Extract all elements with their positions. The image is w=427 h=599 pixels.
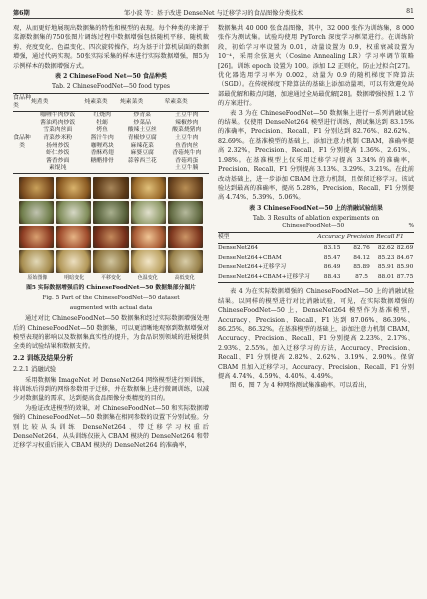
table-cell: 青菜炒米粉 [43, 135, 73, 141]
table-header: Recall [376, 233, 396, 244]
table-cell: 85.91 [377, 264, 395, 271]
table-cell: 酱香炒面 [46, 157, 70, 164]
food-photo [168, 177, 203, 200]
table2-caption-en: Tab. 2 ChineseFoodNet—50 food types [51, 83, 171, 91]
table-cell: 酸菜烧猪肉 [172, 127, 202, 134]
table-cell: 糖醋排骨 [90, 157, 114, 164]
table-body [218, 243, 414, 282]
fig5-caption-en-1: Fig. 5 Part of the ChineseFoodNet—50 dataset [42, 294, 180, 301]
table-row [13, 135, 209, 143]
table-cell: 扬州炒饭 [46, 142, 70, 149]
table-cell: DenseNet264+迁移学习 [218, 264, 287, 271]
food-photo [19, 177, 54, 200]
table-header: 炖煮类 [31, 94, 84, 112]
table-cell: 酱油鸡肉炒饭 [40, 119, 76, 126]
table-cell: 炒青菜 [133, 112, 151, 119]
fig5-caption: 图5 实际数据增强后的 ChineseFoodNet—50 数据集部分图片 [26, 285, 196, 292]
running-title: 邹小波 等：基于改进 DenseNet 与迁移学习的食品图像分类技术 [123, 10, 304, 17]
table-cell: 82.62 [377, 244, 395, 251]
table-row [13, 112, 209, 120]
table-cell [84, 165, 120, 173]
table-header: 荤素菜类 [164, 94, 209, 112]
table-cell: 86.49 [323, 264, 341, 271]
body-paragraph: 采用数据集 ImageNet 对 DenseNet264 网络模型进行预训练，将训练后得到的网络参数用于迁移，并在数据集上进行微调训练，以减少对数据量的需求，达到提高食品图像分类精度的目的。 [13, 376, 209, 403]
table-header: 食品种类 [13, 94, 31, 112]
food-photo [93, 177, 128, 200]
table-cell: 88.01 [377, 273, 395, 280]
table3-unit: % [408, 222, 414, 229]
table-header: F1 [396, 233, 414, 244]
table-row [218, 254, 414, 264]
food-photo [168, 201, 203, 224]
table-cell: 84.67 [396, 254, 414, 261]
table-cell: 青椒炒豆腐 [127, 135, 157, 141]
left-column [13, 24, 209, 451]
subsection-heading: 2.2.1 消融试验 [13, 366, 57, 374]
body-paragraph: 为验证改进模型的效果，对 ChineseFoodNet—50 和实际数据增强的 ChineseFoodNet—50 数据集在相同参数的设置下分别试验。分别比较从头训练 DenseNet264、带迁移学习权重后 DenseNet264、从头训练仅嵌入 CBAM 模块的 DenseNet264 和带迁移学习权重后嵌入 CBAM 模块的 DenseNet264 的准确率， [13, 404, 209, 450]
table-row [218, 273, 414, 283]
fig5-caption-en-2: augmented with actual data [69, 304, 153, 311]
table3-caption-row [218, 223, 414, 231]
food-photo [19, 250, 54, 273]
table-row [13, 165, 209, 173]
table-body [13, 112, 209, 174]
table-row [218, 263, 414, 273]
section-heading: 2.2 训练及结果分析 [13, 353, 73, 362]
table-cell: 牡蛎 [96, 119, 108, 126]
table-cell: 炒菜品 [133, 119, 151, 126]
table-row [218, 243, 414, 253]
photo-label: 平移变化 [100, 274, 121, 281]
table-cell: 虾仁炒饭 [46, 150, 70, 157]
table-cell [120, 165, 165, 173]
food-photo [56, 201, 91, 224]
table-header: 模型 [218, 233, 317, 244]
table-cell: 麻辣花菜 [130, 142, 154, 149]
table-cell: 82.76 [353, 244, 370, 251]
table-cell: 85.23 [377, 254, 395, 261]
table-cell: 85.47 [323, 254, 341, 261]
food-photo [93, 250, 128, 273]
table3-caption: 表 3 ChineseFoodNet—50 上的消融试验结果 [249, 204, 383, 212]
table-row [13, 150, 209, 158]
table-cell: DenseNet264+CBAM [218, 254, 282, 261]
table-cell: DenseNet264+CBAM+迁移学习 [218, 273, 310, 280]
table-cell: 87.75 [396, 273, 414, 280]
food-photo [93, 201, 128, 224]
food-photo [19, 201, 54, 224]
food-photo [93, 226, 128, 249]
table-cell: 酱汁牛肉 [90, 135, 114, 141]
food-photo [56, 226, 91, 249]
table-header-row [218, 233, 414, 244]
table-cell: 咖喱鸡块 [90, 142, 114, 149]
page-header [13, 6, 414, 19]
table-header: 炖素菜类 [84, 94, 120, 112]
food-photo [131, 226, 166, 249]
table-cell: 香菇鸡蛋 [175, 157, 199, 164]
photo-labels [19, 274, 203, 283]
table-header: Accuracy [317, 233, 346, 244]
table-cell: 咖喱牛肉炒饭 [40, 112, 76, 119]
table-cell: 辣椒炒肉 [175, 119, 199, 126]
augmentation-photo-grid [19, 177, 203, 273]
table-cell: 85.90 [396, 264, 414, 271]
table-cell: 香菇炖牛肉 [172, 150, 202, 157]
photo-label: 原始图像 [27, 274, 48, 281]
table-cell: 土豆牛腩 [175, 165, 199, 172]
photo-label: 明暗变化 [64, 274, 85, 281]
table-cell: 素馄饨 [48, 165, 67, 172]
food-photo [56, 250, 91, 273]
table-cell: 香酥鸡翅 [90, 150, 114, 157]
table-cell: 酸辣土豆丝 [127, 127, 157, 134]
right-column [218, 24, 414, 391]
food-photo [131, 177, 166, 200]
table-header: Precision [347, 233, 377, 244]
table2-caption: 表 2 ChineseFood Net—50 食品种类 [55, 73, 167, 81]
table-cell: 雪菜肉丝面 [43, 127, 73, 134]
table-cell: 鱼香肉丝 [175, 142, 199, 149]
photo-label: 色温变化 [137, 274, 158, 281]
body-paragraph: 表 4 为在实际数据增强的 ChineseFoodNet—50 上的消融试验结果。以同样的模型进行对比消融试验，可见，在实际数据增强的 ChineseFoodNet—50 上，DenseNet264 模型作为基准模型，Accuracy、Precision、Recall、F1 达到 87.06%、86.39%、86.25%、86.32%。在基准模型的基础上，添加注意力机制 CBAM，Accuracy、Precision、Recall、F1 分别提高 2.23%、2.17%、2.93%、2.55%。加入迁移学习的方法，Accuracy、Precision、Recall、F1 分别提高 2.82%、2.62%、3.19%、2.90%。保留 CBAM 且加入迁移学习，Accuracy、Precision、Recall、F1 分别提高 4.74%、4.59%、4.40%、4.49%。 [218, 288, 414, 380]
food-photo [168, 226, 203, 249]
body-paragraph: 数据集共 40 000 张食品图像，其中，32 000 张作为训练集，8 000 张作为测试集。试验均使用 PyTorch 深度学习框架进行。在训练阶段，初始学习率设置为 0.01，动量设置为 0.9，权重衰减设置为 10⁻⁴，采用余弦退火（Cosine Annealing LR）学习率调节策略[26]。训练 epoch 设置为 100。添加 L2 正则化，防止过拟合[27]。优化器选用学习率为 0.002，动量为 0.9 的随机梯度下降算法（SGD）。在传统梯度下降算法的基础上添加动量项，可以有效避免局部最优解和鞍点问题，加速通过全局最优解[28]。数据增强按照 1.2 节的方案进行。 [218, 25, 414, 108]
table-cell: 红烧肉 [93, 112, 111, 119]
table-cell: 食品种类 [13, 135, 31, 149]
intro-paragraph: 观，从而更好地展现出数据集的特性和模型的表现。每个种类的来源于菜源数据集的750张图片调练过程中数据增强包括随机平移、随机裁剪、亮度变化、色温变化、四次旋转操作，均为基于计算机层面的数据增强，通过代码实现。50张实际采集的样本进行实际数据增强，图5为示例样本的数据增强方式。 [13, 25, 209, 70]
page-number: 81 [406, 8, 414, 15]
issue-number: 第6期 [13, 10, 30, 17]
table-cell: 82.69 [396, 244, 414, 251]
table-cell: 土豆牛肉 [175, 135, 199, 141]
table-cell: 烤鱼 [96, 127, 108, 134]
body-paragraph: 图 6、图 7 为 4 种网络测试集准确率。可以看出， [230, 382, 371, 390]
ablation-table [218, 232, 414, 283]
food-photo [56, 177, 91, 200]
photo-label: 高低变化 [174, 274, 195, 281]
table3-caption-en-2: ChineseFoodNet—50 [282, 222, 345, 229]
table-cell: 土豆牛肉 [175, 112, 199, 119]
table-cell: DenseNet264 [218, 244, 259, 251]
table-header-row [13, 94, 209, 112]
body-paragraph: 表 3 为在 ChineseFoodNet—50 数据集上进行一系列消融试验的结果。仅使用 DenseNet264 模型进行训练，测试集达到 83.15% 的准确率，Precision、Recall、F1 分别达到 82.76%、82.62%、82.69%。在基准模型的基础上，添加注意力机制 CBAM，准确率提高 2.32%，Precision、Recall、F1 分别提高 1.36%、2.61%、1.98%。在基准模型上仅采用迁移学习提高 3.34% 的准确率，Precision、Recall、F1 分别提高 3.13%、3.29%、3.21%。在此前改动基础上，进一步添加 CBAM 注意力机制，且保留迁移学习。该试验达到最高的准确率，提高 5.28%，Precision、Recall、F1 分别提高 4.74%、5.39%、5.06%。 [218, 109, 414, 202]
body-paragraph: 通过对比 ChineseFoodNet—50 数据集和经过实际数据增强处理后的 ChineseFoodNet—50 数据集，可以更清晰地观察到数据增强对模型表现的影响以及数据集真实性的提升，为食品识别领域的进展提供全类的试验结果和数据支持。 [13, 315, 209, 351]
food-photo [131, 201, 166, 224]
table-cell: 蒜蓉西兰花 [127, 157, 157, 164]
table3-caption-en-1: Tab. 3 Results of ablation experiments on [252, 214, 380, 222]
table-cell: 84.12 [353, 254, 370, 261]
food-photo [131, 250, 166, 273]
food-photo [168, 250, 203, 273]
table-cell: 83.15 [323, 244, 341, 251]
table-cell: 88.43 [323, 273, 341, 280]
food-types-table [13, 93, 209, 174]
table-cell: 85.89 [353, 264, 370, 271]
table-header: 炖素菜类 [120, 94, 165, 112]
table-cell: 87.5 [355, 273, 368, 280]
food-photo [19, 226, 54, 249]
table-cell: 麻婆豆腐 [130, 150, 154, 157]
table-row [13, 127, 209, 135]
